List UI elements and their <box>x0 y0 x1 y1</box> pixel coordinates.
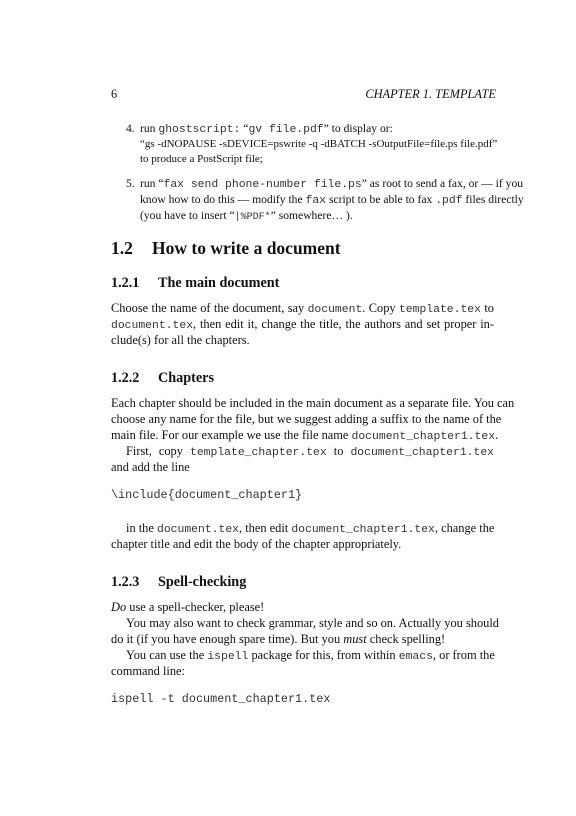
text: , or from the <box>432 648 495 662</box>
text: check spelling! <box>366 632 446 646</box>
paragraph-line: clude(s) for all the chapters. <box>111 333 250 347</box>
list-item <box>140 121 500 139</box>
code-inline: template_chapter.tex <box>190 447 327 459</box>
code-inline: document.tex <box>111 320 194 332</box>
emphasis: Do <box>111 600 127 614</box>
text: use a spell-checker, please! <box>126 600 265 614</box>
text: You can use the <box>126 648 208 662</box>
subsection-number: 1.2.3 <box>111 574 140 590</box>
text: to <box>326 444 351 458</box>
text: ” as root to send a fax, or — if you <box>361 177 524 190</box>
code-inline: |%PDF* <box>234 212 271 223</box>
code-block: ispell -t document_chapter1.tex <box>111 692 331 706</box>
subsection-title: The main document <box>158 275 280 291</box>
paragraph-line: chapter title and edit the body of the chapter appropriately. <box>111 537 402 551</box>
code-inline: gv file.pdf <box>248 124 324 136</box>
list-item-number: 5. <box>126 177 135 190</box>
emphasis: must <box>343 632 367 646</box>
code-inline: ghostscript: <box>158 124 241 136</box>
subsection-number: 1.2.2 <box>111 370 140 386</box>
paragraph-line: choose any name for the file, but we suggest adding a suffix to the name of the <box>111 412 502 426</box>
code-inline: document_chapter1.tex <box>350 447 494 459</box>
text-line <box>140 192 524 210</box>
code-inline: document.tex <box>156 524 240 536</box>
text: run “ <box>140 177 164 190</box>
text: (you have to insert “ <box>140 209 235 222</box>
code-inline: fax <box>305 195 327 207</box>
text: to <box>480 301 494 315</box>
list-item-number: 4. <box>126 122 135 135</box>
paragraph-line: command line: <box>111 664 185 678</box>
text-line <box>140 208 353 226</box>
code-inline: emacs <box>398 651 433 663</box>
code-inline: fax send phone-number file.ps <box>163 179 362 191</box>
paragraph-line: You may also want to check grammar, style and so on. Actually you should <box>126 616 500 630</box>
paragraph-line: and add the line <box>111 460 190 474</box>
code-inline: template.tex <box>398 304 481 316</box>
text: , then edit <box>239 521 292 535</box>
list-item <box>140 176 523 194</box>
paragraph-line <box>111 599 264 615</box>
section-number: 1.2 <box>111 238 133 258</box>
text: , then edit it, change the title, the authors and set proper in- <box>193 317 494 331</box>
text: package for this, from within <box>248 648 399 662</box>
text: First, copy <box>126 444 190 458</box>
code-inline: .pdf <box>435 195 463 207</box>
text: script to be able to fax <box>326 193 436 206</box>
running-title: CHAPTER 1. TEMPLATE <box>365 87 496 101</box>
text: run <box>140 122 159 135</box>
paragraph-line: Each chapter should be included in the main document as a separate file. You can <box>111 396 515 410</box>
text: “ <box>240 122 249 135</box>
text: . Copy <box>362 301 399 315</box>
subsection-number: 1.2.1 <box>111 275 140 291</box>
text: . <box>495 428 499 442</box>
text: know how to do this — modify the <box>140 193 306 206</box>
code-inline: document_chapter1.tex <box>291 524 435 536</box>
text: do it (if you have enough spare time). But you <box>111 632 344 646</box>
text: files directly <box>462 193 524 206</box>
text: ” somewhere… ). <box>270 209 353 222</box>
text: ” to display or: <box>323 122 393 135</box>
code-inline: document_chapter1.tex <box>351 431 496 443</box>
command-text: “gs -dNOPAUSE -sDEVICE=pswrite -q -dBATCH -sOutputFile=file.ps file.pdf” <box>140 138 498 150</box>
code-inline: document <box>307 304 363 316</box>
text-line: to produce a PostScript file; <box>140 153 263 165</box>
section-title: How to write a document <box>152 238 341 258</box>
page-number: 6 <box>111 87 118 101</box>
text: in the <box>126 521 157 535</box>
paragraph-line <box>111 631 445 647</box>
text: , change the <box>434 521 495 535</box>
subsection-title: Chapters <box>158 370 214 386</box>
text: main file. For our example we use the file name <box>111 428 352 442</box>
code-inline: ispell <box>207 651 249 663</box>
code-block: \include{document_chapter1} <box>111 488 303 502</box>
text: Choose the name of the document, say <box>111 301 308 315</box>
subsection-title: Spell-checking <box>158 574 247 590</box>
